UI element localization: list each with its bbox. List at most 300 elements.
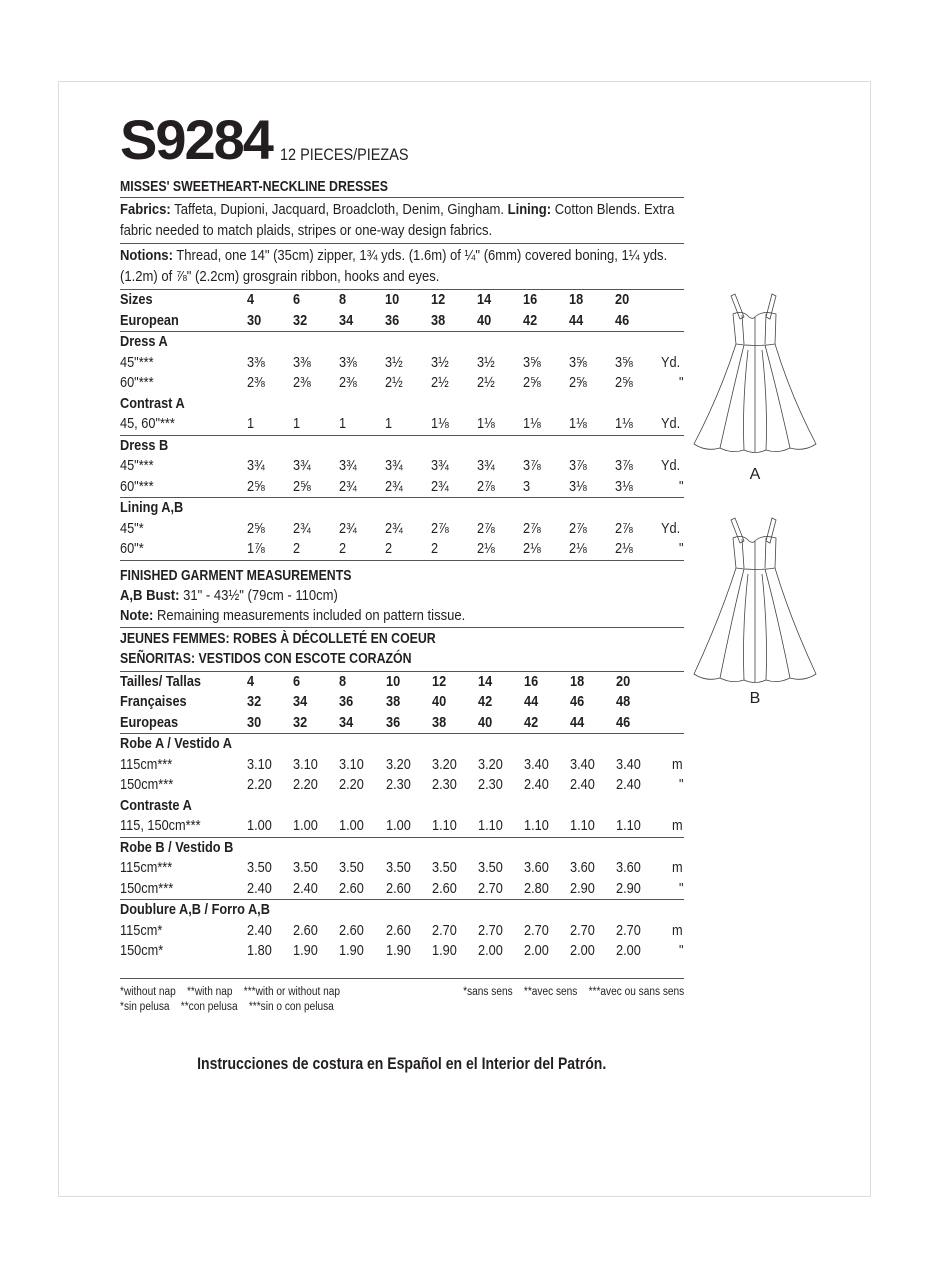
row-value-text: 2⅝ xyxy=(246,477,265,495)
row-value-text: 14 xyxy=(477,672,492,690)
row-value xyxy=(478,941,524,962)
row-value xyxy=(569,456,615,477)
header-row xyxy=(120,692,684,713)
row-value xyxy=(477,477,523,498)
row-value-text: 3.10 xyxy=(339,755,365,773)
row-value xyxy=(339,816,385,837)
row-value xyxy=(523,290,569,311)
row-value-text: 32 xyxy=(293,311,308,329)
row-value-text: 2.60 xyxy=(431,879,457,897)
row-value-text: 46 xyxy=(615,311,630,329)
row-value-text: 2.40 xyxy=(293,879,319,897)
row-value-text: 30 xyxy=(246,311,262,329)
row-value-text: 3.50 xyxy=(385,859,411,876)
row-value-text: 3.40 xyxy=(523,755,549,773)
group-header xyxy=(120,498,684,519)
row-value xyxy=(293,539,339,560)
row-value xyxy=(616,921,662,942)
row-value xyxy=(385,539,431,560)
group-name-text: Contraste A xyxy=(120,796,192,814)
group-name xyxy=(120,435,684,456)
row-value xyxy=(293,775,339,796)
row-value xyxy=(385,290,431,311)
row-value-text: 2¾ xyxy=(339,477,357,495)
row-value-text: 2¾ xyxy=(339,519,357,537)
row-value xyxy=(386,755,432,776)
group-header xyxy=(120,332,684,353)
row-value xyxy=(293,519,339,540)
row-value-text: 2.60 xyxy=(385,921,411,939)
pattern-number: S9284 xyxy=(120,108,272,171)
row-value-text: 2.20 xyxy=(293,776,319,793)
row-value xyxy=(339,456,385,477)
row-value xyxy=(339,353,385,374)
row-value xyxy=(293,941,339,962)
row-value xyxy=(431,353,477,374)
row-value-text: 42 xyxy=(523,713,538,731)
row-value xyxy=(431,539,477,560)
row-value xyxy=(477,414,523,435)
row-value-text: 2 xyxy=(339,540,347,557)
row-label-text: 115cm* xyxy=(120,921,163,939)
row-value-text: 1 xyxy=(385,415,393,432)
row-value-text: 2⅞ xyxy=(569,519,588,537)
row-value-text: 36 xyxy=(385,713,400,731)
row-value-text: 3½ xyxy=(477,353,495,371)
row-value xyxy=(432,713,478,734)
row-value-text: 2⅞ xyxy=(615,519,634,537)
row-value-text: 2 xyxy=(385,540,393,557)
row-value xyxy=(569,311,615,332)
row-value xyxy=(478,671,524,692)
row-value xyxy=(616,671,662,692)
row-value xyxy=(432,921,478,942)
row-value-text: 3⅜ xyxy=(339,353,357,371)
row-value-text: 2.30 xyxy=(477,776,503,793)
row-unit-text: " xyxy=(678,540,684,557)
row-label-text: 115cm*** xyxy=(120,755,173,773)
row-label-text: 115cm*** xyxy=(120,859,173,876)
row-value-text: 48 xyxy=(616,693,631,710)
row-value-text: 1⅛ xyxy=(477,415,495,432)
row-value-text: 30 xyxy=(247,713,262,731)
row-value xyxy=(293,921,339,942)
row-value-text: 34 xyxy=(293,693,308,710)
row-value xyxy=(385,353,431,374)
row-value xyxy=(616,713,662,734)
row-value xyxy=(477,311,523,332)
row-value xyxy=(432,879,478,900)
view-a-illustration xyxy=(690,284,820,484)
row-value xyxy=(293,311,339,332)
row-value xyxy=(523,456,569,477)
table-row xyxy=(120,373,684,394)
row-value-text: 3¾ xyxy=(246,457,265,474)
row-value xyxy=(616,692,662,713)
row-value xyxy=(339,373,385,394)
row-value-text: 2⅛ xyxy=(569,540,588,557)
row-unit xyxy=(662,692,684,713)
row-value xyxy=(570,921,616,942)
row-value-text: 2.40 xyxy=(569,776,595,793)
row-value-text: 34 xyxy=(339,311,354,329)
row-label-text: Sizes xyxy=(120,291,153,308)
row-value-text: 1.00 xyxy=(339,817,365,834)
row-value-text: 34 xyxy=(339,713,354,731)
row-unit-text: m xyxy=(671,921,683,939)
row-label xyxy=(120,816,247,837)
row-unit xyxy=(661,290,684,311)
row-value-text: 2⅝ xyxy=(293,477,311,495)
row-value-text: 2 xyxy=(431,540,439,557)
row-unit-text: " xyxy=(678,374,684,391)
footnote-french: *sans sens **avec sens ***avec ou sans sens xyxy=(462,985,684,998)
row-value xyxy=(570,755,616,776)
row-value-text: 3¾ xyxy=(477,457,495,474)
row-value xyxy=(386,713,432,734)
row-value-text: 8 xyxy=(339,672,347,690)
row-value-text: 2.00 xyxy=(523,942,549,959)
row-label xyxy=(120,311,247,332)
row-value-text: 1.00 xyxy=(247,817,273,834)
row-unit-text: m xyxy=(671,859,683,876)
skirt-seams xyxy=(720,569,790,682)
row-value xyxy=(293,373,339,394)
row-value xyxy=(431,290,477,311)
row-value xyxy=(247,290,293,311)
rule xyxy=(120,560,684,563)
row-value xyxy=(615,373,661,394)
row-label xyxy=(120,879,247,900)
pieces-count: 12 PIECES/PIEZAS xyxy=(279,145,409,164)
row-value xyxy=(432,692,478,713)
row-value xyxy=(293,414,339,435)
row-value xyxy=(616,775,662,796)
row-value xyxy=(247,775,293,796)
bust-measurement xyxy=(120,586,684,607)
row-value xyxy=(478,921,524,942)
spanish-title: SEÑORITAS: VESTIDOS CON ESCOTE CORAZÓN xyxy=(120,650,412,667)
row-unit xyxy=(662,713,684,734)
row-value-text: 3.20 xyxy=(431,755,457,773)
view-b-label: B xyxy=(749,690,761,707)
row-value xyxy=(293,290,339,311)
row-value-text: 10 xyxy=(385,291,400,308)
row-value xyxy=(524,941,570,962)
group-name xyxy=(120,734,684,755)
row-value-text: 2.30 xyxy=(431,776,457,793)
row-value-text: 2¾ xyxy=(385,519,403,537)
row-value-text: 2.70 xyxy=(616,921,641,939)
row-value xyxy=(293,755,339,776)
bodice-seams xyxy=(742,538,766,570)
row-value-text: 3¾ xyxy=(339,457,357,474)
row-value xyxy=(478,816,524,837)
row-value-text: 1.10 xyxy=(523,817,549,834)
row-value xyxy=(247,921,293,942)
table-row xyxy=(120,921,684,942)
row-value xyxy=(615,353,661,374)
row-value-text: 2.60 xyxy=(385,879,411,897)
row-value-text: 2.60 xyxy=(339,921,365,939)
row-value-text: 18 xyxy=(569,672,585,690)
row-unit-text: Yd. xyxy=(661,353,681,371)
header-row xyxy=(120,713,684,734)
row-value-text: 2.00 xyxy=(616,942,641,959)
row-value-text: 46 xyxy=(569,693,585,710)
row-label xyxy=(120,692,247,713)
row-value xyxy=(570,879,616,900)
row-value xyxy=(616,941,662,962)
row-value xyxy=(339,755,385,776)
fabrics-text xyxy=(120,200,684,241)
row-unit-text: " xyxy=(678,477,684,495)
row-unit-text: Yd. xyxy=(661,415,681,432)
row-value xyxy=(523,311,569,332)
row-value-text: 4 xyxy=(246,291,255,308)
row-value xyxy=(385,519,431,540)
row-value-text: 16 xyxy=(523,291,538,308)
row-value xyxy=(386,941,432,962)
row-label-text: Tailles/ Tallas xyxy=(120,672,202,690)
bust-label: A,B Bust: xyxy=(120,586,180,604)
group-name xyxy=(120,332,684,353)
group-name-text: Robe A / Vestido A xyxy=(120,735,232,752)
row-value xyxy=(478,755,524,776)
row-label xyxy=(120,477,247,498)
row-value-text: 2.70 xyxy=(569,921,595,939)
row-value-text: 32 xyxy=(293,713,308,731)
spanish-instructions-note xyxy=(120,1055,684,1074)
row-value xyxy=(339,879,385,900)
row-value xyxy=(478,858,524,879)
row-value xyxy=(339,713,385,734)
row-value xyxy=(385,373,431,394)
row-value xyxy=(247,816,293,837)
row-label xyxy=(120,713,247,734)
row-unit-text: " xyxy=(678,942,684,959)
row-value-text: 1.00 xyxy=(293,817,319,834)
row-value-text: 2.40 xyxy=(247,921,273,939)
row-label-text: 60"* xyxy=(120,540,144,557)
row-value-text: 1.10 xyxy=(431,817,457,834)
row-value xyxy=(432,941,478,962)
row-unit xyxy=(661,353,684,374)
row-value xyxy=(386,692,432,713)
row-value-text: 2.90 xyxy=(616,879,641,897)
row-value xyxy=(339,921,385,942)
row-value xyxy=(293,713,339,734)
row-value xyxy=(293,692,339,713)
row-value-text: 2¾ xyxy=(431,477,449,495)
row-value xyxy=(386,879,432,900)
row-label xyxy=(120,858,247,879)
row-value xyxy=(616,858,662,879)
group-header xyxy=(120,837,684,858)
row-unit xyxy=(661,477,684,498)
row-value-text: 3⅜ xyxy=(293,353,311,371)
table-row xyxy=(120,816,684,837)
finished-measurements-title: FINISHED GARMENT MEASUREMENTS xyxy=(120,567,352,584)
group-header xyxy=(120,734,684,755)
pattern-title: MISSES' SWEETHEART-NECKLINE DRESSES xyxy=(120,179,388,195)
french-title: JEUNES FEMMES: ROBES À DÉCOLLETÉ EN COEUR xyxy=(120,630,436,647)
row-value-text: 32 xyxy=(247,693,262,710)
divider xyxy=(120,197,684,198)
row-value xyxy=(524,816,570,837)
row-unit xyxy=(661,373,684,394)
bodice-seams xyxy=(742,314,766,346)
row-value xyxy=(247,519,293,540)
header-row xyxy=(120,311,684,332)
footnote-spanish: *sin pelusa **con pelusa ***sin o con pelusa xyxy=(120,1000,334,1013)
row-value xyxy=(431,414,477,435)
row-value xyxy=(247,713,293,734)
row-unit-text: m xyxy=(671,755,683,773)
pattern-back-content xyxy=(120,108,684,1073)
row-value-text: 2.20 xyxy=(339,776,365,793)
row-label xyxy=(120,290,247,311)
row-value-text: 2.00 xyxy=(569,942,595,959)
row-value-text: 2.90 xyxy=(569,879,595,897)
row-value xyxy=(339,692,385,713)
row-label xyxy=(120,456,247,477)
row-value-text: 20 xyxy=(615,291,630,308)
row-value-text: 18 xyxy=(569,291,584,308)
header-row xyxy=(120,671,684,692)
group-header xyxy=(120,435,684,456)
row-value xyxy=(524,692,570,713)
row-value xyxy=(339,671,385,692)
row-value-text: 3½ xyxy=(431,353,449,371)
divider xyxy=(120,978,684,979)
row-unit xyxy=(661,456,684,477)
row-value xyxy=(293,477,339,498)
row-value xyxy=(523,353,569,374)
row-value-text: 1⅛ xyxy=(615,415,634,432)
row-value-text: 1.90 xyxy=(431,942,457,959)
row-value-text: 3⅝ xyxy=(523,353,541,371)
row-value xyxy=(569,414,615,435)
row-label xyxy=(120,775,247,796)
row-value xyxy=(615,477,661,498)
row-unit xyxy=(662,816,684,837)
row-value-text: 2.70 xyxy=(477,921,503,939)
row-value-text: 3.40 xyxy=(616,755,641,773)
row-value xyxy=(570,671,616,692)
row-value-text: 2¾ xyxy=(293,519,311,537)
row-value-text: 2½ xyxy=(477,374,495,391)
row-value xyxy=(386,671,432,692)
dress-b-drawing xyxy=(690,508,820,688)
row-value xyxy=(431,311,477,332)
row-value xyxy=(523,539,569,560)
row-value xyxy=(293,456,339,477)
row-value-text: 3⅛ xyxy=(615,477,634,495)
row-label xyxy=(120,755,247,776)
notions-list: Thread, one 14" (35cm) zipper, 1¾ yds. (1.6m) of ¼" (6mm) covered boning, 1¼ yds. (1.2m) of ⅞" (2.2cm) grosgrain ribbon, hooks and eyes. xyxy=(120,247,668,285)
row-value-text: 3.60 xyxy=(616,859,641,876)
row-value-text: 3½ xyxy=(385,353,403,371)
row-value xyxy=(477,373,523,394)
measurement-note xyxy=(120,606,684,627)
table-row xyxy=(120,941,684,962)
row-label xyxy=(120,353,247,374)
row-unit-text: " xyxy=(678,879,684,897)
row-value xyxy=(524,713,570,734)
row-value xyxy=(247,353,293,374)
divider xyxy=(120,243,684,244)
row-value xyxy=(247,879,293,900)
row-value-text: 3⅝ xyxy=(569,353,588,371)
row-value xyxy=(385,414,431,435)
row-value xyxy=(570,816,616,837)
row-value xyxy=(569,519,615,540)
row-value-text: 12 xyxy=(431,291,446,308)
row-value xyxy=(615,290,661,311)
row-unit-text: " xyxy=(678,776,684,793)
row-unit-text: Yd. xyxy=(661,457,681,474)
row-value xyxy=(432,671,478,692)
row-unit xyxy=(661,311,684,332)
row-value-text: 8 xyxy=(339,291,347,308)
row-value-text: 3.20 xyxy=(385,755,411,773)
row-value xyxy=(339,858,385,879)
group-name-text: Dress A xyxy=(120,333,168,350)
footnote-english: *without nap **with nap ***with or without nap xyxy=(120,985,340,998)
row-value xyxy=(523,519,569,540)
row-value xyxy=(432,858,478,879)
row-value-text: 36 xyxy=(385,311,400,329)
row-value-text: 3.50 xyxy=(431,859,457,876)
strap-right xyxy=(766,518,776,543)
row-value-text: 2.70 xyxy=(431,921,457,939)
row-value xyxy=(524,921,570,942)
row-unit xyxy=(661,519,684,540)
row-value xyxy=(339,519,385,540)
row-value-text: 44 xyxy=(569,311,584,329)
row-value-text: 2⅝ xyxy=(523,374,541,391)
group-name-text: Contrast A xyxy=(120,394,185,412)
row-value xyxy=(386,816,432,837)
row-value xyxy=(386,775,432,796)
group-name xyxy=(120,796,684,817)
group-name-text: Robe B / Vestido B xyxy=(120,838,234,856)
table-row xyxy=(120,858,684,879)
row-value-text: 40 xyxy=(477,311,492,329)
row-value xyxy=(570,692,616,713)
row-value xyxy=(569,353,615,374)
row-unit-text: Yd. xyxy=(661,519,681,537)
row-value xyxy=(247,692,293,713)
row-value xyxy=(524,755,570,776)
row-value-text: 2⅛ xyxy=(523,540,541,557)
row-value-text: 4 xyxy=(247,672,255,690)
row-value xyxy=(431,477,477,498)
row-value-text: 3⅞ xyxy=(569,457,588,474)
table-row xyxy=(120,775,684,796)
title-row xyxy=(120,108,684,171)
fabrics-list: Taffeta, Dupioni, Jacquard, Broadcloth, Denim, Gingham. xyxy=(170,201,508,218)
row-unit xyxy=(662,755,684,776)
row-value xyxy=(524,775,570,796)
row-value-text: 3.50 xyxy=(247,859,273,876)
row-label-text: 150cm*** xyxy=(120,879,174,897)
row-value-text: 3.60 xyxy=(523,859,549,876)
table-row xyxy=(120,539,684,560)
row-value-text: 2½ xyxy=(431,374,449,391)
row-value xyxy=(247,311,293,332)
